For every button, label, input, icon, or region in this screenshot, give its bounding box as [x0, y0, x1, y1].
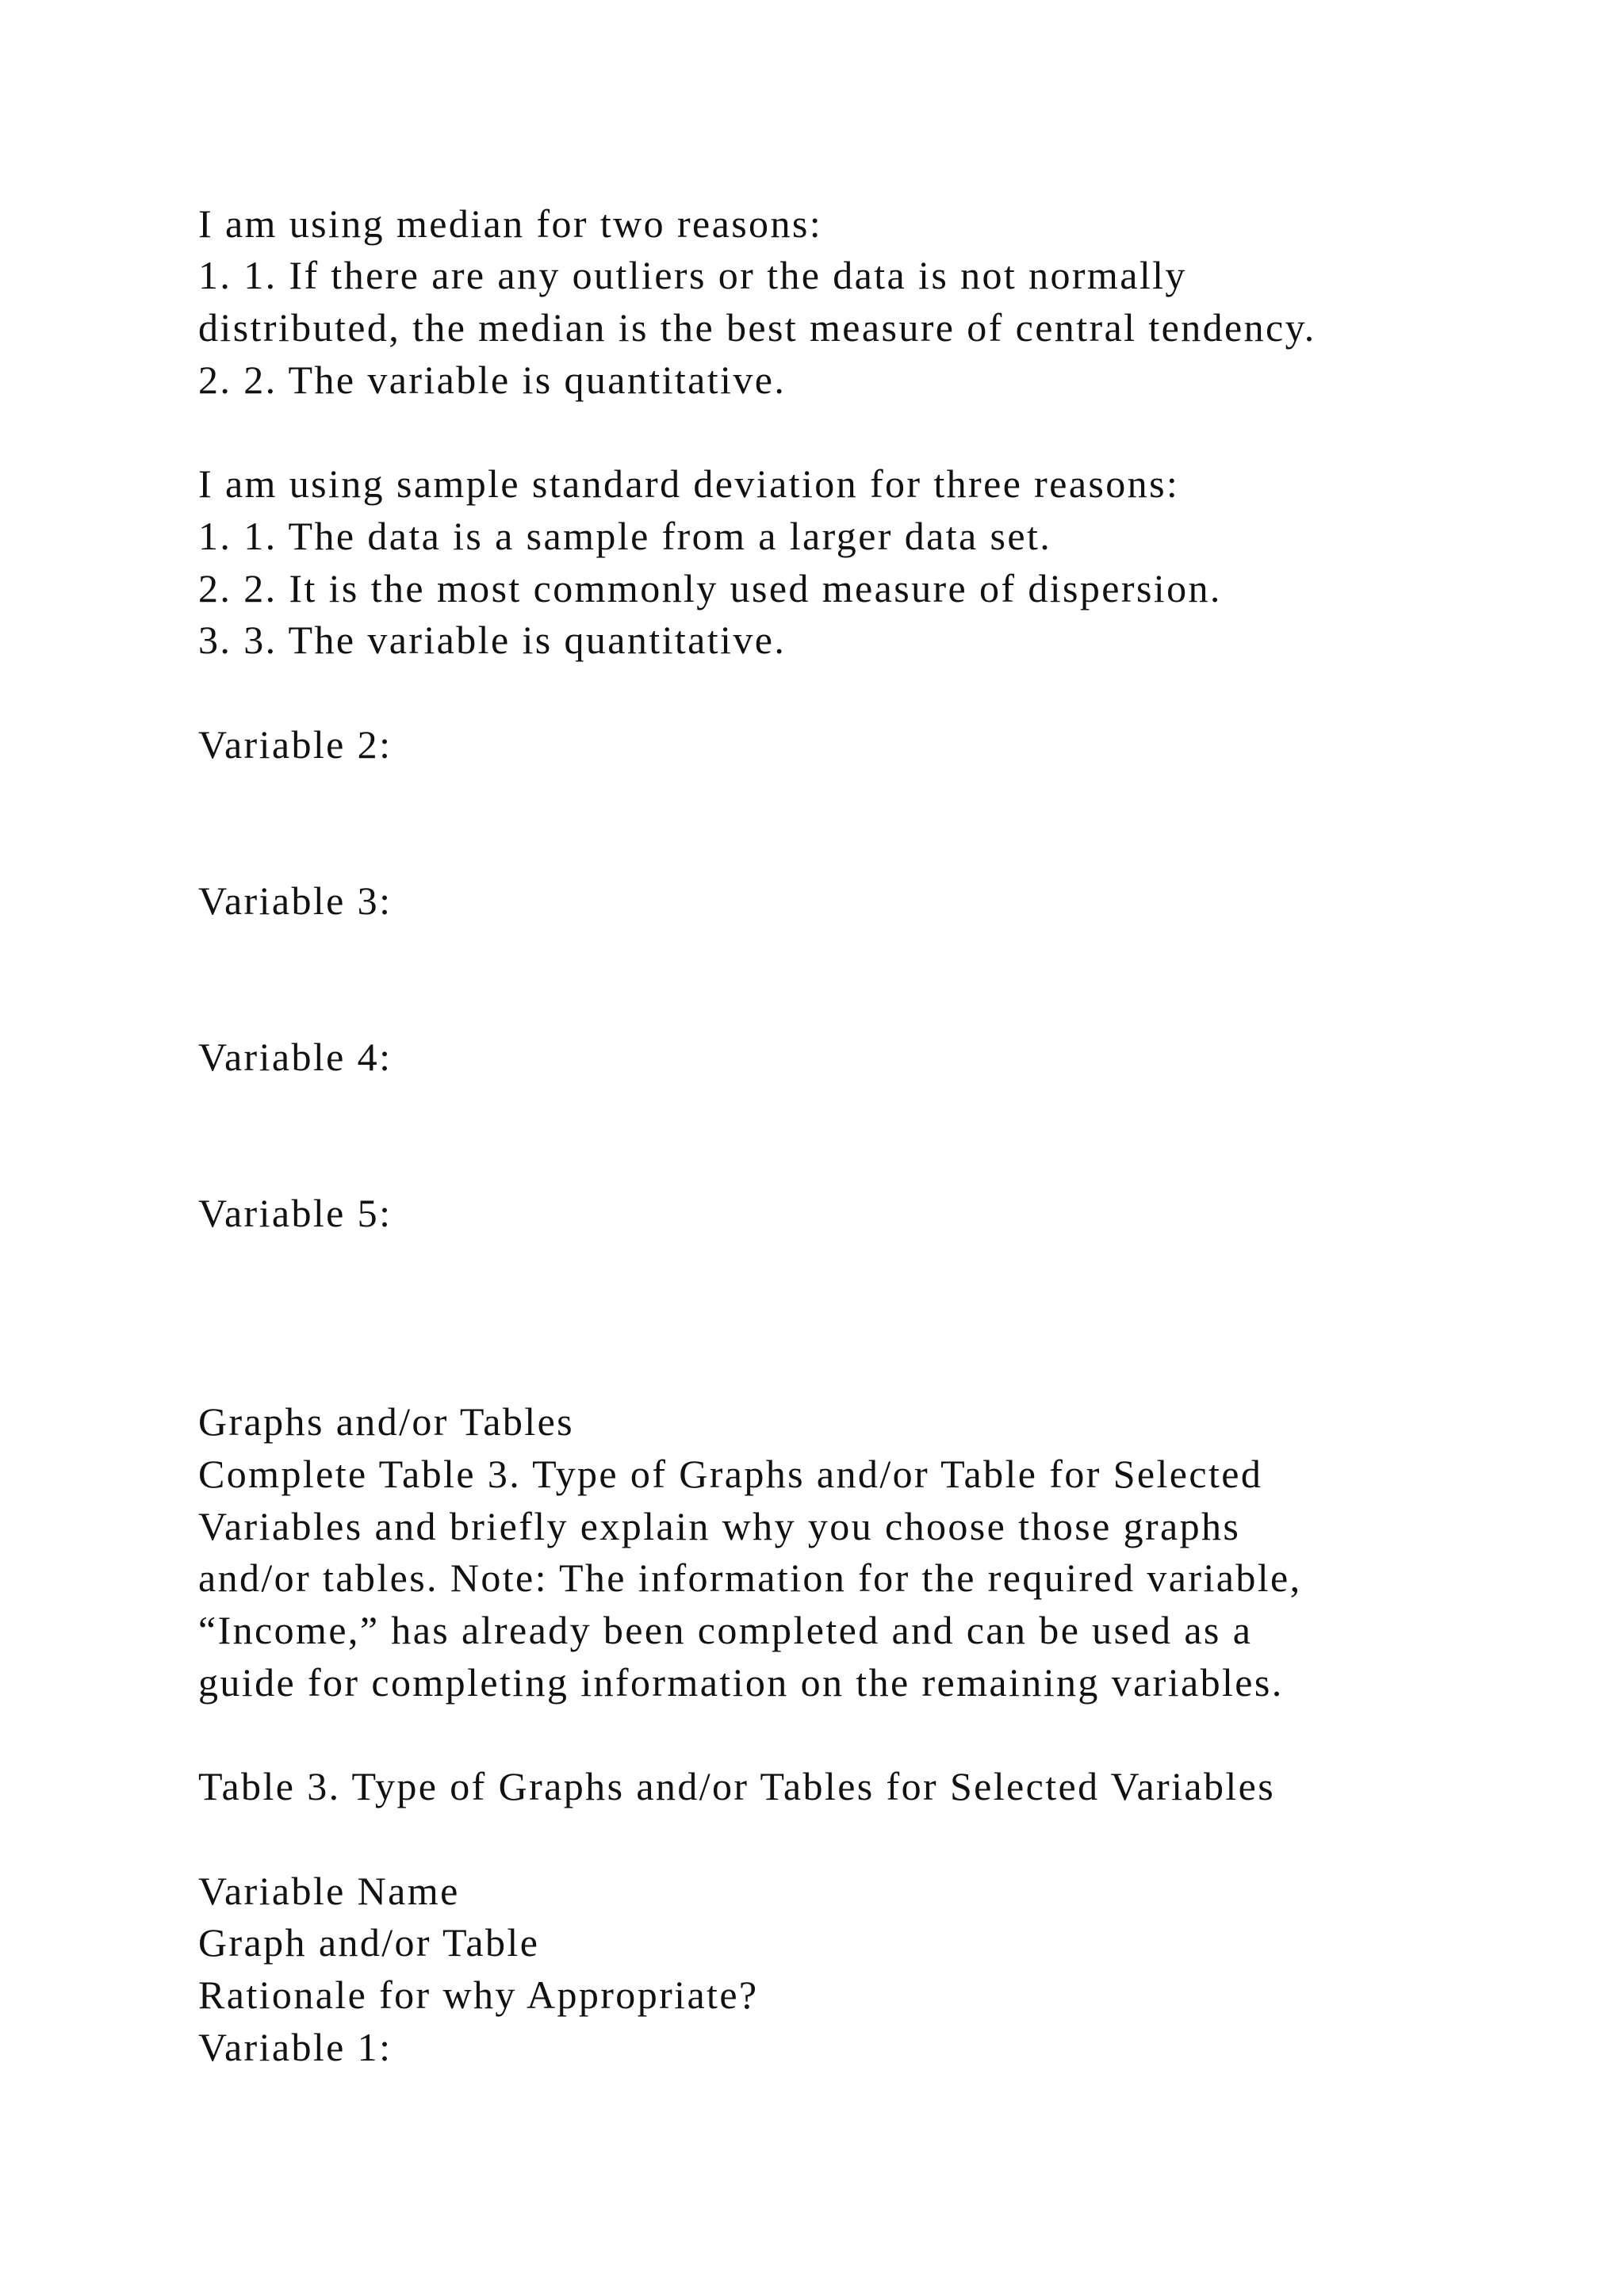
std-reason-line: 2. 2. It is the most commonly used measure of dispersion.: [198, 566, 1222, 610]
graphs-paragraph-line: “Income,” has already been completed and can be used as a: [198, 1608, 1253, 1652]
graphs-heading: Graphs and/or Tables: [198, 1399, 575, 1444]
median-reason-line: distributed, the median is the best measure of central tendency.: [198, 305, 1316, 350]
std-intro: I am using sample standard deviation for three reasons:: [198, 461, 1180, 506]
graphs-paragraph-line: guide for completing information on the remaining variables.: [198, 1660, 1284, 1705]
graphs-paragraph-line: Complete Table 3. Type of Graphs and/or Table for Selected: [198, 1452, 1263, 1496]
table-header-rationale: Rationale for why Appropriate?: [198, 1973, 759, 2017]
table-row-label: Variable 1:: [198, 2025, 393, 2069]
variable-label: Variable 5:: [198, 1191, 393, 1235]
std-reason-line: 1. 1. The data is a sample from a larger data set.: [198, 514, 1052, 558]
variable-label: Variable 3:: [198, 878, 393, 923]
table-header-variable-name: Variable Name: [198, 1869, 460, 1913]
table-header-graph-table: Graph and/or Table: [198, 1920, 540, 1965]
median-reason-line: 2. 2. The variable is quantitative.: [198, 358, 787, 402]
std-reason-line: 3. 3. The variable is quantitative.: [198, 618, 787, 662]
graphs-paragraph-line: Variables and briefly explain why you choose those graphs: [198, 1504, 1241, 1548]
variable-label: Variable 2:: [198, 722, 393, 767]
median-reason-line: 1. 1. If there are any outliers or the data is not normally: [198, 253, 1187, 297]
graphs-paragraph-line: and/or tables. Note: The information for the required variable,: [198, 1556, 1302, 1600]
table-caption: Table 3. Type of Graphs and/or Tables for Selected Variables: [198, 1764, 1276, 1808]
median-intro: I am using median for two reasons:: [198, 201, 822, 246]
variable-label: Variable 4:: [198, 1035, 393, 1079]
